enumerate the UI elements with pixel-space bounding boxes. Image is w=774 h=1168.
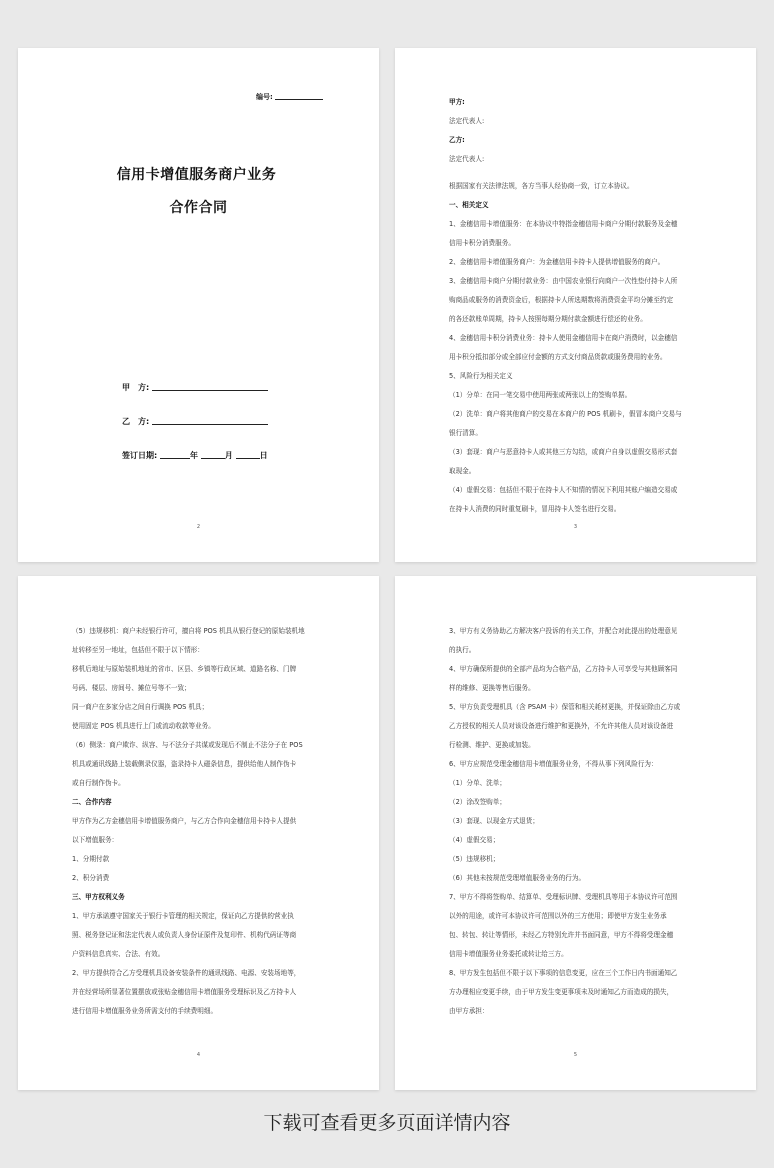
text-line: 2、金穗信用卡增值服务商户：为金穗信用卡持卡人提供增值服务的商户。	[449, 258, 665, 266]
text-line: 方办理相应变更手续，由于甲方发生变更事项未及时通知乙方而造成的损失，	[449, 988, 674, 996]
text-line: 机具或通讯线路上装载侧录仪器，盗录持卡人磁条信息，提供给他人制作伪卡	[72, 760, 297, 768]
text-line: 行检测、维护、更换或加装。	[449, 741, 535, 749]
text-line: （2）洗单：商户将其他商户的交易在本商户的 POS 机刷卡，假冒本商户交易与	[449, 410, 682, 418]
party-b-field	[122, 416, 268, 427]
text-line: 进行信用卡增值服务业务所需支付的手续费明细。	[72, 1007, 218, 1015]
page-number: 4	[196, 1052, 201, 1058]
text-line: （3）套现：商户与恶意持卡人或其他三方勾结，或商户自身以虚假交易形式套	[449, 448, 678, 456]
download-more-prompt[interactable]: 下载可查看更多页面详情内容	[263, 1112, 511, 1134]
page-number: 5	[573, 1052, 578, 1058]
text-line: 1、金穗信用卡增值服务：在本协议中特指金穗信用卡商户分期付款服务及金穗	[449, 220, 678, 228]
day-blank	[236, 450, 260, 459]
contract-number-blank	[275, 92, 323, 100]
party-b-blank	[152, 416, 268, 425]
text-line: 乙方授权的相关人员对该设备进行维护和更换外，不允许其他人员对该设备进	[449, 722, 674, 730]
document-page-4	[395, 576, 756, 1090]
text-line: 5、甲方负责受理机具（含 PSAM 卡）保管和相关耗材更换，并保证除由乙方或	[449, 703, 681, 711]
year-blank	[160, 450, 190, 459]
text-line: 址转移至另一地址，包括但不限于以下情形：	[72, 646, 204, 654]
party-a-blank	[152, 382, 268, 391]
paragraph-gap	[449, 169, 714, 177]
text-line: 5、风险行为相关定义	[449, 372, 513, 380]
text-line: 以外的用途，或许可本协议许可范围以外的三方使用；即使甲方发生业务承	[449, 912, 667, 920]
year-label: 年	[190, 451, 198, 460]
party-a-field	[122, 382, 268, 393]
text-line: 6、甲方应规范受理金穗信用卡增值服务业务，不得从事下列风险行为：	[449, 760, 658, 768]
month-blank	[201, 450, 225, 459]
text-line: 移机后地址与原始装机地址的省市、区县、乡镇等行政区域、道路名称、门牌	[72, 665, 297, 673]
text-line: 号码、楼层、房间号、摊位号等不一致；	[72, 684, 191, 692]
text-line: 由甲方承担：	[449, 1007, 489, 1015]
text-line: 在持卡人消费的同时重复刷卡，冒用持卡人签名进行交易。	[449, 505, 621, 513]
section-heading: 二、合作内容	[72, 798, 112, 806]
sign-date-label: 签订日期:	[122, 451, 158, 460]
text-line: （1）分单：在同一笔交易中使用两张或两张以上的签购单据。	[449, 391, 632, 399]
page-number: 2	[196, 524, 201, 530]
page-number: 3	[573, 524, 578, 530]
party-a-label: 甲 方:	[122, 383, 150, 392]
text-line: 法定代表人:	[449, 117, 485, 125]
party-b-label: 乙 方:	[122, 417, 150, 426]
section-heading: 一、相关定义	[449, 201, 489, 209]
text-line: 包、转包、转让等情形，未经乙方特别允许并书面同意，甲方不得将受理金穗	[449, 931, 674, 939]
text-line: 2、甲方提供符合乙方受理机具设备安装条件的通讯线路、电源、安装场地等，	[72, 969, 301, 977]
text-line: 的执行。	[449, 646, 476, 654]
document-page-3	[18, 576, 379, 1090]
text-line: （5）违规移机；	[449, 855, 500, 863]
text-line: 信用卡积分消费服务。	[449, 239, 515, 247]
section-heading: 乙方:	[449, 136, 465, 144]
text-line: （4）虚假交易；	[449, 836, 500, 844]
text-line: （6）其他未按规范受理增值服务业务的行为。	[449, 874, 586, 882]
document-page-cover	[18, 48, 379, 562]
text-line: 并在经营场所显著位置摆放或张贴金穗信用卡增值服务受理标识及乙方持卡人	[72, 988, 297, 996]
text-line: 1、甲方承诺遵守国家关于银行卡管理的相关规定，保证向乙方提供的营业执	[72, 912, 294, 920]
text-line: （2）涂改签购单；	[449, 798, 506, 806]
text-line: （5）违规移机：商户未经银行许可，擅自将 POS 机具从银行登记的原始装机地	[72, 627, 305, 635]
text-line: 取现金。	[449, 467, 476, 475]
text-line: 户资料信息真实、合法、有效。	[72, 950, 165, 958]
text-line: 1、分期付款	[72, 855, 110, 863]
text-line: 以下增值服务：	[72, 836, 119, 844]
text-line: 3、金穗信用卡商户分期付款业务：由中国农业银行向商户一次性垫付持卡人所	[449, 277, 678, 285]
contract-number-field	[256, 92, 323, 102]
text-line: （6）侧录：商户欺诈、纵容、与不法分子共谋或发现后不制止不法分子在 POS	[72, 741, 303, 749]
sign-date-field	[122, 450, 268, 461]
text-line: 样的维修、更换等售后服务。	[449, 684, 535, 692]
text-line: 4、金穗信用卡积分消费业务：持卡人使用金穗信用卡在商户消费时，以金穗信	[449, 334, 678, 342]
section-heading: 甲方:	[449, 98, 465, 106]
contract-number-label: 编号:	[256, 93, 273, 101]
text-line: 购商品或服务的消费资金后，根据持卡人所选期数将消费资金平均分摊至约定	[449, 296, 674, 304]
section-heading: 三、甲方权利义务	[72, 893, 125, 901]
text-line: （4）虚假交易：包括但不限于在持卡人不知情的情况下利用其账户编造交易或	[449, 486, 678, 494]
text-line: 根据国家有关法律法规，各方当事人经协商一致，订立本协议。	[449, 182, 634, 190]
text-line: 7、甲方不得将签购单、结算单、受理标识牌、受理机具等用于本协议许可范围	[449, 893, 678, 901]
text-line: 2、积分消费	[72, 874, 110, 882]
page-body	[449, 622, 714, 1021]
text-line: （3）套现、以现金方式退货；	[449, 817, 539, 825]
page-body	[449, 93, 714, 519]
text-line: 银行清算。	[449, 429, 482, 437]
text-line: 同一商户在多家分店之间自行调换 POS 机具；	[72, 703, 209, 711]
text-line: 8、甲方发生包括但不限于以下事项的信息变更，应在三个工作日内书面通知乙	[449, 969, 678, 977]
page-body	[72, 622, 337, 1021]
text-line: （1）分单、洗单；	[449, 779, 506, 787]
document-title-line2: 合作合同	[169, 200, 228, 216]
document-title-line1: 信用卡增值服务商户业务	[116, 167, 277, 183]
text-line: 照、税务登记证和法定代表人或负责人身份证原件及复印件、机构代码证等商	[72, 931, 297, 939]
text-line: 使用固定 POS 机具进行上门或流动收款等业务。	[72, 722, 215, 730]
text-line: 法定代表人:	[449, 155, 485, 163]
text-line: 3、甲方有义务协助乙方解决客户投诉的有关工作，并配合对此提出的处理意见	[449, 627, 678, 635]
text-line: 用卡积分抵扣部分或全部应付金额的方式支付商品货款或服务费用的业务。	[449, 353, 667, 361]
day-label: 日	[259, 451, 268, 460]
document-page-2	[395, 48, 756, 562]
text-line: 的各还款账单周期，持卡人按照每期分期付款金额进行偿还的业务。	[449, 315, 647, 323]
text-line: 或自行制作伪卡。	[72, 779, 125, 787]
text-line: 甲方作为乙方金穗信用卡增值服务商户，与乙方合作向金穗信用卡持卡人提供	[72, 817, 297, 825]
text-line: 4、甲方确保所提供的全部产品均为合格产品，乙方持卡人可享受与其他顾客同	[449, 665, 678, 673]
month-label: 月	[224, 451, 233, 460]
text-line: 信用卡增值服务业务委托或转让给三方。	[449, 950, 568, 958]
